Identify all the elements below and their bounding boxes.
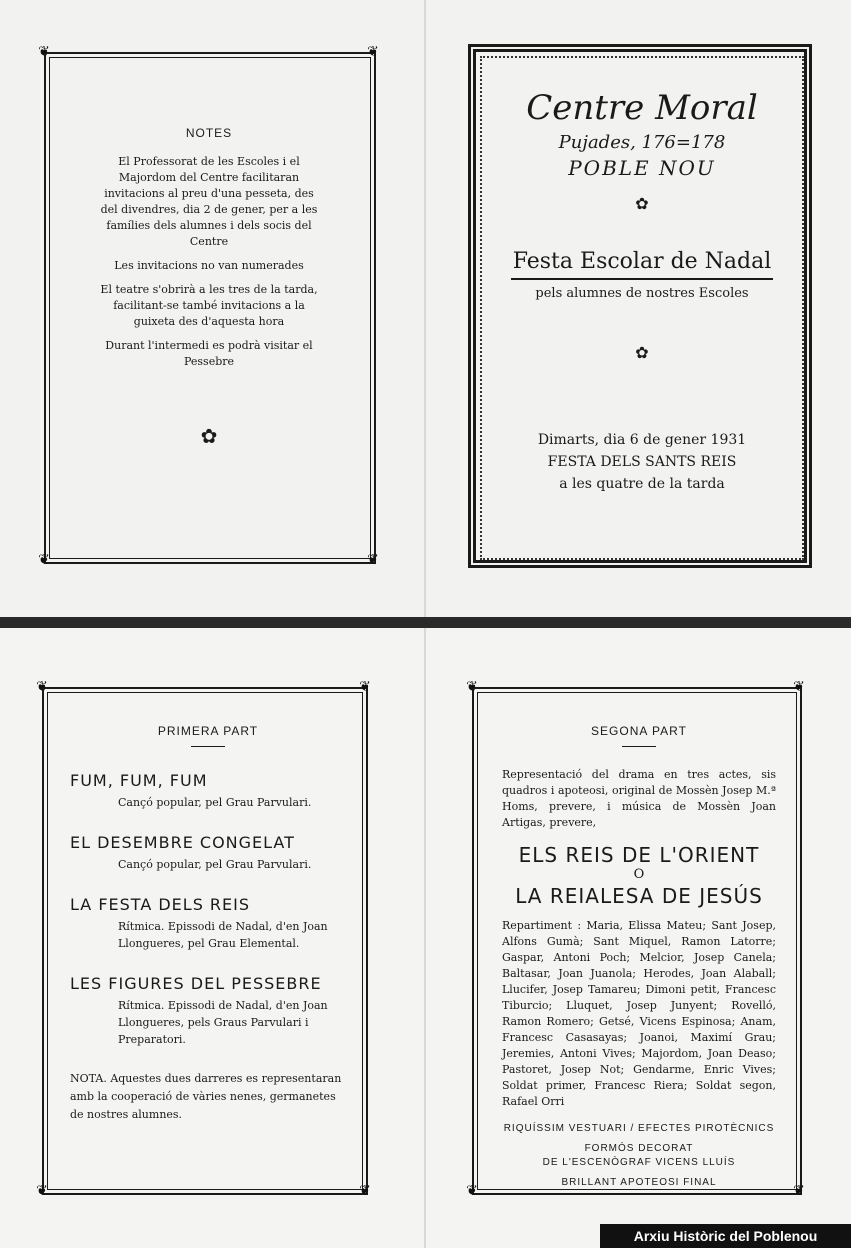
extra-line: BRILLANT APOTEOSI FINAL <box>561 1177 717 1188</box>
song-item <box>70 895 346 952</box>
archive-watermark: Arxiu Històric del Poblenou <box>600 1224 851 1248</box>
corner-ornament-icon: ❦ <box>466 679 478 695</box>
corner-ornament-icon: ❦ <box>793 1183 805 1199</box>
cast-list: Repartiment : Maria, Elissa Mateu; Sant Josep, Alfons Gumà; Sant Miquel, Ramon Latorre; Gaspar, Antoni Poch; Melcior, Josep Canela; Baltasar, Joan Juanola; Herodes, Joan Alaball; Llucifer, Josep Tamareu; Dimoni petit, Francesc Tiburcio; Lluquet, Josep Junyent; Rovelló, Ramon Romero; Getsé, Vicens Espinosa; Anam, Francesc Casasayas; Joanoi, Maximí Grau; Jeremies, Antoni Vives; Majordom, Joan Deaso; Pastoret, Josep Not; Gendarme, Enric Vives; Soldat primer, Francesc Riera; Soldat segon, Rafael Orri <box>502 919 776 1108</box>
flower-icon: ✿ <box>635 194 649 213</box>
event-audience: pels alumnes de nostres Escoles <box>535 286 749 301</box>
event-title: Festa Escolar de Nadal <box>511 248 774 280</box>
divider <box>622 746 656 747</box>
cover-district: POBLE NOU <box>568 156 716 180</box>
drama-subtitle: LA REIALESA DE JESÚS <box>515 884 763 908</box>
corner-ornament-icon: ❦ <box>38 552 50 568</box>
song-name: FUM, FUM, FUM <box>70 771 208 790</box>
corner-ornament-icon: ❦ <box>359 679 371 695</box>
corner-ornament-icon: ❦ <box>36 1183 48 1199</box>
corner-ornament-icon: ❦ <box>36 679 48 695</box>
fold-line <box>424 628 426 1248</box>
song-desc: Rítmica. Epissodi de Nadal, d'en Joan Llongueres, pel Grau Elemental. <box>118 920 328 950</box>
top-sheet <box>0 0 851 617</box>
song-name: LES FIGURES DEL PESSEBRE <box>70 974 322 993</box>
divider <box>191 746 225 747</box>
song-desc: Rítmica. Epissodi de Nadal, d'en Joan Llongueres, pels Graus Parvulari i Preparatori. <box>118 999 328 1046</box>
notes-paragraph: Les invitacions no van numerades <box>114 259 304 272</box>
event-time: a les quatre de la tarda <box>559 476 725 492</box>
corner-ornament-icon: ❦ <box>38 44 50 60</box>
part2-panel <box>502 724 776 1190</box>
drama-or: O <box>633 867 645 882</box>
bottom-sheet <box>0 628 851 1248</box>
part1-note: NOTA. Aquestes dues darreres es representaran amb la cooperació de vàries nenes, germanetes de nostres alumnes. <box>70 1072 342 1121</box>
notes-title: NOTES <box>185 126 233 140</box>
part1-panel <box>70 724 346 1124</box>
notes-paragraph: Durant l'intermedi es podrà visitar el Pessebre <box>105 339 313 368</box>
corner-ornament-icon: ❦ <box>793 679 805 695</box>
corner-ornament-icon: ❦ <box>367 552 379 568</box>
part1-title: PRIMERA PART <box>157 724 259 738</box>
song-item <box>70 974 346 1048</box>
flower-icon: ✿ <box>200 424 218 448</box>
song-item <box>70 833 346 873</box>
drama-title: ELS REIS DE L'ORIENT <box>518 843 760 867</box>
part2-title: SEGONA PART <box>591 724 687 738</box>
notes-paragraph: El Professorat de les Escoles i el Majordom del Centre facilitaran invitacions al preu d'una pesseta, des del divendres, dia 2 de gener, per a les famílies dels alumnes i dels socis del Centre <box>100 155 318 248</box>
song-desc: Cançó popular, pel Grau Parvulari. <box>118 858 312 871</box>
flower-icon: ✿ <box>635 343 649 362</box>
notes-paragraph: El teatre s'obrirà a les tres de la tarda, facilitant-se també invitacions a la guixeta des d'aquesta hora <box>100 283 318 328</box>
song-name: EL DESEMBRE CONGELAT <box>70 833 295 852</box>
corner-ornament-icon: ❦ <box>359 1183 371 1199</box>
cover-address: Pujades, 176=178 <box>558 132 726 153</box>
song-desc: Cançó popular, pel Grau Parvulari. <box>118 796 312 809</box>
corner-ornament-icon: ❦ <box>367 44 379 60</box>
corner-ornament-icon: ❦ <box>466 1183 478 1199</box>
cover-panel <box>500 88 784 495</box>
extra-line: FORMÓS DECORAT <box>584 1143 694 1154</box>
event-feast: FESTA DELS SANTS REIS <box>547 454 737 470</box>
notes-panel <box>98 126 320 446</box>
part2-intro: Representació del drama en tres actes, sis quadros i apoteosi, original de Mossèn Josep M.ª Homs, prevere, i música de Mossèn Joan Artigas, prevere, <box>502 768 776 829</box>
cover-title: Centre Moral <box>526 88 758 128</box>
event-date: Dimarts, dia 6 de gener 1931 <box>537 432 747 448</box>
song-name: LA FESTA DELS REIS <box>70 895 251 914</box>
fold-line <box>424 0 426 617</box>
song-item <box>70 771 346 811</box>
extra-line: RIQUÍSSIM VESTUARI / EFECTES PIROTÈCNICS <box>503 1123 775 1134</box>
extra-line: DE L'ESCENÒGRAF VICENS LLUÍS <box>542 1157 736 1168</box>
